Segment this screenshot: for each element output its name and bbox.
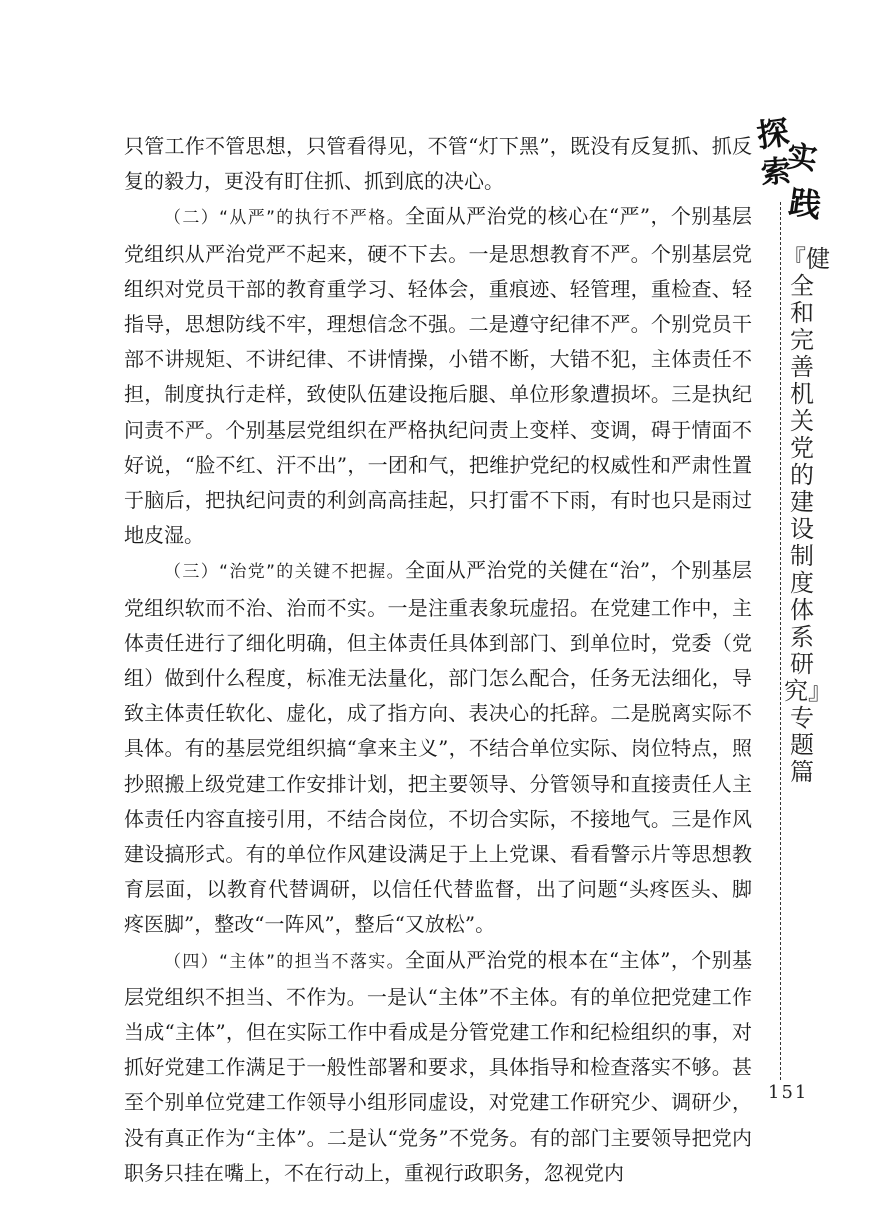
body-text — [124, 129, 752, 1191]
margin-dashed-rule — [780, 202, 781, 1080]
paragraph-4 — [124, 943, 752, 1191]
explore-practice-logo — [754, 112, 829, 228]
logo-char-3: 实 — [785, 139, 819, 178]
paragraph-3 — [124, 553, 752, 942]
running-head-series-title: 『健全和完善机关党的建设制度体系研究』专题篇 — [782, 245, 830, 786]
section-heading-2: （二）“从严”的执行不严格。 — [164, 208, 405, 229]
paragraph-4-text: 全面从严治党的根本在“主体”，个别基层党组织不担当、不作为。一是认“主体”不主体。有的单位把党建工作当成“主体”，但在实际工作中看成是分管党建工作和纪检组织的事，对抓好党建工作满足于一般性部署和要求，具体指导和检查落实不够。甚至个别单位党建工作领导小组形同虚设，对党建工作研究少、调研少，没有真正作为“主体”。二是认“党务”不党务。有的部门主要领导把党内职务只挂在嘴上，不在行动上，重视行政职务，忽视党内 — [124, 947, 752, 1185]
logo-char-4: 践 — [786, 182, 824, 226]
section-heading-3: （三）“治党”的关键不把握。 — [164, 562, 405, 583]
logo-char-1: 探 — [754, 112, 792, 156]
paragraph-3-text: 全面从严治党的关健在“治”，个别基层党组织软而不治、治而不实。一是注重表象玩虚招。在党建工作中，主体责任进行了细化明确，但主体责任具体到部门、到单位时，党委（党组）做到什么程度，标准无法量化，部门怎么配合，任务无法细化，导致主体责任软化、虚化，成了指方向、表决心的托辞。二是脱离实际不具体。有的基层党组织搞“拿来主义”，不结合单位实际、岗位特点，照抄照搬上级党建工作安排计划，把主要领导、分管领导和直接责任人主体责任内容直接引用，不结合岗位，不切合实际，不接地气。三是作风建设搞形式。有的单位作风建设满足于上上党课、看看警示片等思想教育层面，以教育代替调研，以信任代替监督，出了问题“头疼医头、脚疼医脚”，整改“一阵风”，整后“又放松”。 — [124, 558, 752, 937]
paragraph-2-text: 全面从严治党的核心在“严”，个别基层党组织从严治党严不起来，硬不下去。一是思想教育不严。个别基层党组织对党员干部的教育重学习、轻体会，重痕迹、轻管理，重检查、轻指导，思想防线不牢，理想信念不强。二是遵守纪律不严。个别党员干部不讲规矩、不讲纪律、不讲情操，小错不断，大错不犯，主体责任不担，制度执行走样，致使队伍建设拖后腿、单位形象遭损坏。三是执纪问责不严。个别基层党组织在严格执纪问责上变样、变调，碍于情面不好说，“脸不红、汗不出”，一团和气，把维护党纪的权威性和严肃性置于脑后，把执纪问责的利剑高高挂起，只打雷不下雨，有时也只是雨过地皮湿。 — [124, 204, 752, 548]
page-number: 151 — [768, 1082, 809, 1103]
logo-char-2: 索 — [759, 153, 793, 192]
paragraph-1-text: 只管工作不管思想，只管看得见，不管“灯下黑”，既没有反复抓、抓反复的毅力，更没有盯住抓、抓到底的决心。 — [124, 134, 752, 194]
paragraph-1 — [124, 129, 752, 199]
paragraph-2 — [124, 199, 752, 553]
section-heading-4: （四）“主体”的担当不落实。 — [164, 951, 405, 972]
